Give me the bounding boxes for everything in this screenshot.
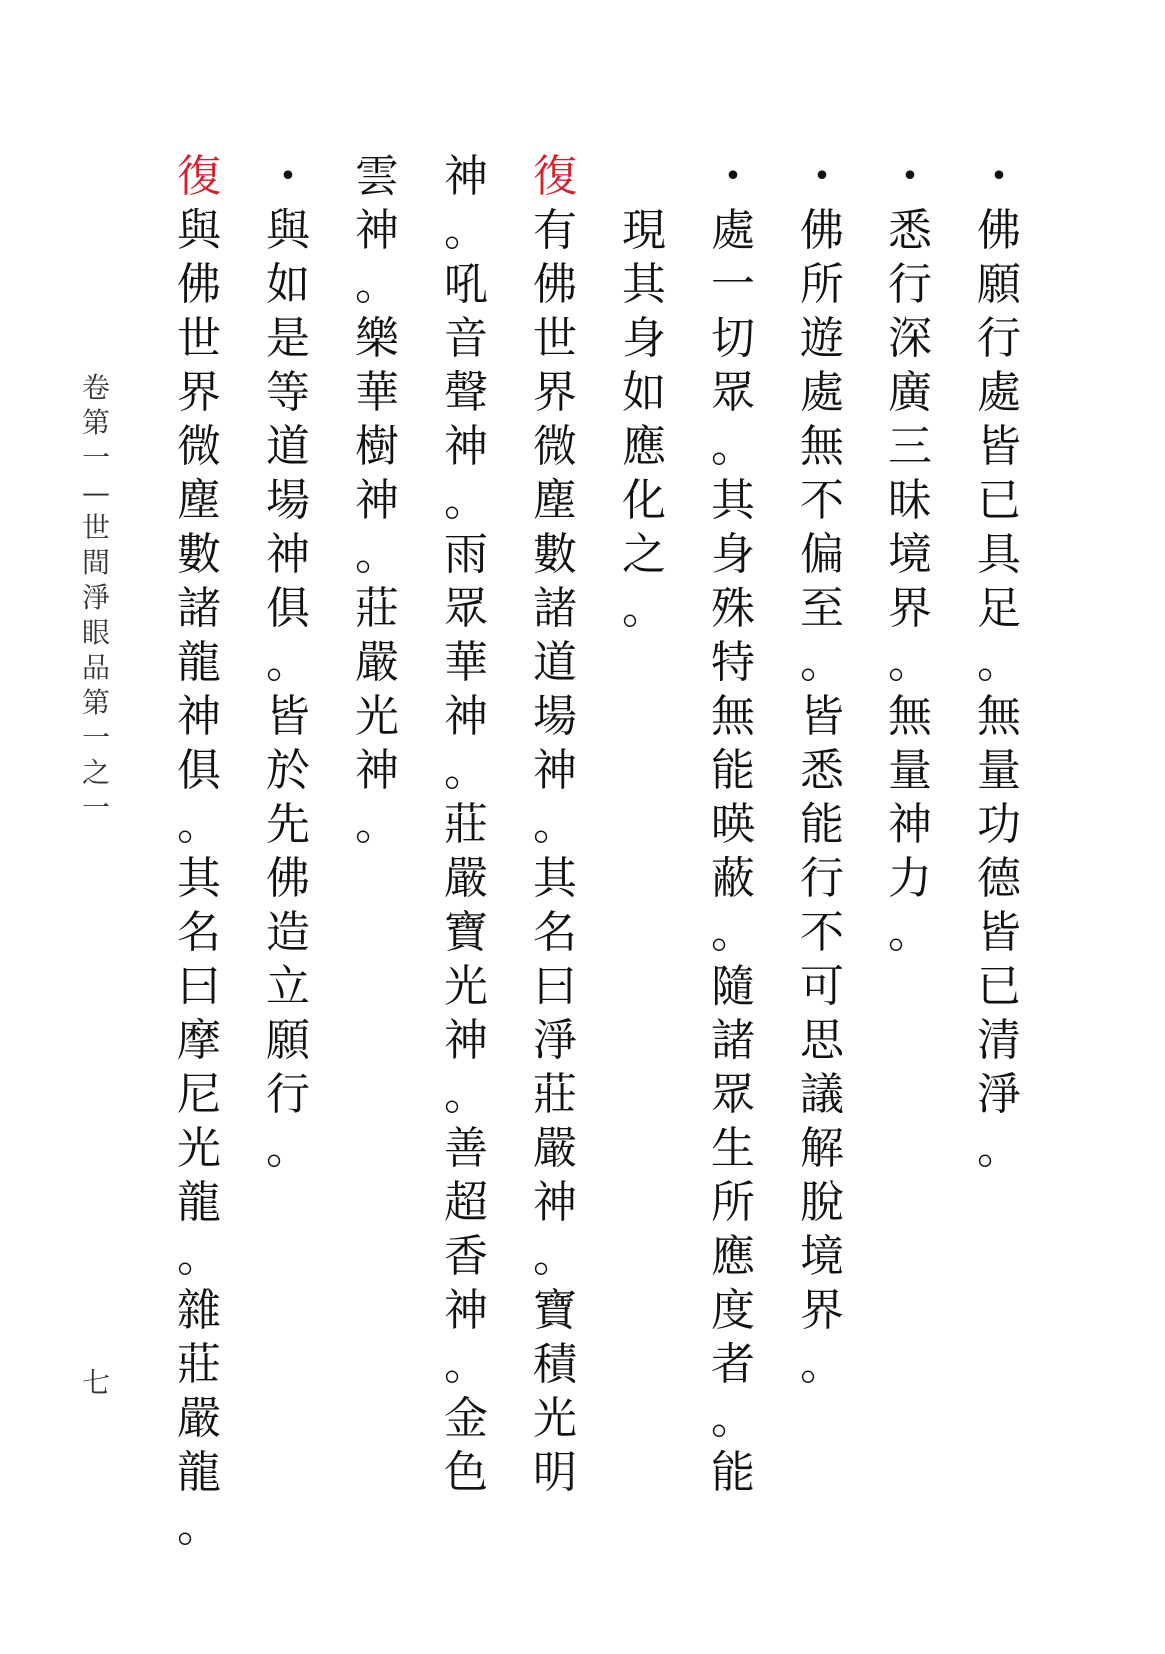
punctuation-mark: 。 <box>533 1231 577 1282</box>
glyph: 處 <box>977 367 1021 418</box>
text-column <box>256 150 320 1176</box>
text-column <box>434 150 498 1500</box>
glyph: 其 <box>533 853 577 904</box>
punctuation-mark: 。 <box>622 583 666 634</box>
glyph: 行 <box>266 1069 310 1120</box>
glyph: 能 <box>800 799 844 850</box>
glyph: 者 <box>711 1339 755 1390</box>
glyph: 先 <box>266 799 310 850</box>
glyph: 界 <box>177 367 221 418</box>
glyph: 如 <box>266 259 310 310</box>
glyph: 華 <box>355 367 399 418</box>
glyph: 無 <box>711 691 755 742</box>
glyph: 數 <box>177 529 221 580</box>
glyph: 佛 <box>177 259 221 310</box>
glyph: 淨 <box>533 1015 577 1066</box>
glyph: 於 <box>266 745 310 796</box>
punctuation-mark: 。 <box>266 637 310 688</box>
punctuation-mark: 。 <box>444 475 488 526</box>
glyph: 界 <box>888 583 932 634</box>
glyph: 深 <box>888 313 932 364</box>
glyph: 神 <box>444 1285 488 1336</box>
glyph: 量 <box>888 745 932 796</box>
glyph: 塵 <box>533 475 577 526</box>
glyph: 是 <box>266 313 310 364</box>
glyph: 金 <box>444 1393 488 1444</box>
glyph: 道 <box>266 421 310 472</box>
glyph: 現 <box>622 205 666 256</box>
glyph: 嚴 <box>444 853 488 904</box>
glyph: 與 <box>266 205 310 256</box>
glyph: 場 <box>533 691 577 742</box>
glyph: 眾 <box>711 367 755 418</box>
glyph: 行 <box>888 259 932 310</box>
glyph: 微 <box>177 421 221 472</box>
highlighted-glyph: 復 <box>533 151 577 202</box>
glyph: 力 <box>888 853 932 904</box>
glyph: 神 <box>177 691 221 742</box>
glyph: 微 <box>533 421 577 472</box>
glyph: 超 <box>444 1177 488 1228</box>
glyph: 無 <box>888 691 932 742</box>
punctuation-mark: 。 <box>711 421 755 472</box>
glyph: 曰 <box>177 961 221 1012</box>
bullet-mark: • <box>724 159 742 194</box>
glyph: 身 <box>622 313 666 364</box>
glyph: 寶 <box>444 907 488 958</box>
glyph: 音 <box>444 313 488 364</box>
glyph: 色 <box>444 1447 488 1498</box>
glyph: 境 <box>800 1231 844 1282</box>
glyph: 神 <box>266 529 310 580</box>
glyph: 龍 <box>177 1447 221 1498</box>
glyph: 數 <box>533 529 577 580</box>
glyph: 應 <box>711 1231 755 1282</box>
glyph: 光 <box>177 1123 221 1174</box>
glyph: 已 <box>977 475 1021 526</box>
glyph: 摩 <box>177 1015 221 1066</box>
glyph: 其 <box>177 853 221 904</box>
glyph: 與 <box>177 205 221 256</box>
glyph: 應 <box>622 421 666 472</box>
glyph: 善 <box>444 1123 488 1174</box>
glyph: 淨 <box>977 1069 1021 1120</box>
glyph: 量 <box>977 745 1021 796</box>
glyph: 莊 <box>355 583 399 634</box>
glyph: 隨 <box>711 961 755 1012</box>
footer-glyph: 品 <box>81 651 110 684</box>
glyph: 行 <box>977 313 1021 364</box>
punctuation-mark: 。 <box>977 1123 1021 1174</box>
glyph: 皆 <box>977 421 1021 472</box>
footer-glyph: 眼 <box>81 616 110 649</box>
glyph: 願 <box>266 1015 310 1066</box>
glyph: 功 <box>977 799 1021 850</box>
glyph: 之 <box>622 529 666 580</box>
glyph: 神 <box>444 421 488 472</box>
glyph: 雜 <box>177 1285 221 1336</box>
glyph: 諸 <box>533 583 577 634</box>
bullet-mark: • <box>990 159 1008 194</box>
glyph: 切 <box>711 313 755 364</box>
bullet-mark: • <box>901 159 919 194</box>
glyph: 能 <box>711 745 755 796</box>
text-column <box>790 150 854 1392</box>
glyph: 嚴 <box>355 637 399 688</box>
glyph: 嚴 <box>177 1393 221 1444</box>
glyph: 特 <box>711 637 755 688</box>
glyph: 尼 <box>177 1069 221 1120</box>
glyph: 雲 <box>355 151 399 202</box>
glyph: 俱 <box>266 583 310 634</box>
footer-glyph: 一 <box>81 721 110 754</box>
glyph: 樂 <box>355 313 399 364</box>
glyph: 神 <box>444 1015 488 1066</box>
glyph: 吼 <box>444 259 488 310</box>
glyph: 造 <box>266 907 310 958</box>
punctuation-mark: 。 <box>444 205 488 256</box>
footer-glyph: 第 <box>81 686 110 719</box>
glyph: 名 <box>177 907 221 958</box>
glyph: 雨 <box>444 529 488 580</box>
glyph: 至 <box>800 583 844 634</box>
glyph: 議 <box>800 1069 844 1120</box>
glyph: 俱 <box>177 745 221 796</box>
glyph: 等 <box>266 367 310 418</box>
glyph: 曰 <box>533 961 577 1012</box>
glyph: 不 <box>800 907 844 958</box>
glyph: 香 <box>444 1231 488 1282</box>
glyph: 願 <box>977 259 1021 310</box>
glyph: 可 <box>800 961 844 1012</box>
text-column <box>701 150 765 1500</box>
text-column <box>612 204 676 636</box>
glyph: 思 <box>800 1015 844 1066</box>
glyph: 世 <box>533 313 577 364</box>
glyph: 道 <box>533 637 577 688</box>
punctuation-mark: 。 <box>533 799 577 850</box>
glyph: 佛 <box>266 853 310 904</box>
punctuation-mark: 。 <box>177 799 221 850</box>
glyph: 皆 <box>977 907 1021 958</box>
glyph: 眾 <box>711 1069 755 1120</box>
glyph: 足 <box>977 583 1021 634</box>
punctuation-mark: 。 <box>266 1123 310 1174</box>
punctuation-mark: 。 <box>355 529 399 580</box>
glyph: 莊 <box>444 799 488 850</box>
glyph: 廣 <box>888 367 932 418</box>
glyph: 皆 <box>800 691 844 742</box>
glyph: 莊 <box>177 1339 221 1390</box>
glyph: 無 <box>977 691 1021 742</box>
glyph: 神 <box>355 745 399 796</box>
footer-glyph: 七 <box>81 1366 110 1399</box>
highlighted-glyph: 復 <box>177 151 221 202</box>
bullet-mark: • <box>813 159 831 194</box>
footer-glyph: 之 <box>81 756 110 789</box>
glyph: 神 <box>355 475 399 526</box>
glyph: 昧 <box>888 475 932 526</box>
glyph: 生 <box>711 1123 755 1174</box>
glyph: 能 <box>711 1447 755 1498</box>
glyph: 龍 <box>177 637 221 688</box>
text-column <box>967 150 1031 1176</box>
glyph: 其 <box>622 259 666 310</box>
glyph: 佛 <box>533 259 577 310</box>
glyph: 行 <box>800 853 844 904</box>
glyph: 世 <box>177 313 221 364</box>
glyph: 佛 <box>977 205 1021 256</box>
page-number <box>76 1365 116 1400</box>
glyph: 化 <box>622 475 666 526</box>
glyph: 諸 <box>177 583 221 634</box>
glyph: 神 <box>533 1177 577 1228</box>
glyph: 有 <box>533 205 577 256</box>
bullet-mark: • <box>279 159 297 194</box>
footer-glyph: 一 <box>81 791 110 824</box>
punctuation-mark: 。 <box>711 1393 755 1444</box>
glyph: 解 <box>800 1123 844 1174</box>
punctuation-mark: 。 <box>444 745 488 796</box>
glyph: 眾 <box>444 583 488 634</box>
glyph: 界 <box>533 367 577 418</box>
footer-glyph: — <box>82 476 110 509</box>
glyph: 名 <box>533 907 577 958</box>
glyph: 寶 <box>533 1285 577 1336</box>
punctuation-mark: 。 <box>177 1501 221 1552</box>
text-column <box>345 150 409 852</box>
punctuation-mark: 。 <box>711 907 755 958</box>
running-title <box>76 370 116 825</box>
glyph: 神 <box>533 745 577 796</box>
glyph: 所 <box>711 1177 755 1228</box>
glyph: 如 <box>622 367 666 418</box>
text-column <box>878 150 942 960</box>
glyph: 立 <box>266 961 310 1012</box>
glyph: 神 <box>355 205 399 256</box>
glyph: 悉 <box>888 205 932 256</box>
text-column <box>167 150 231 1554</box>
footer-glyph: 一 <box>81 441 110 474</box>
glyph: 嚴 <box>533 1123 577 1174</box>
glyph: 遊 <box>800 313 844 364</box>
glyph: 華 <box>444 637 488 688</box>
glyph: 清 <box>977 1015 1021 1066</box>
glyph: 塵 <box>177 475 221 526</box>
punctuation-mark: 。 <box>888 907 932 958</box>
glyph: 三 <box>888 421 932 472</box>
glyph: 光 <box>533 1393 577 1444</box>
glyph: 一 <box>711 259 755 310</box>
footer-glyph: 淨 <box>81 581 110 614</box>
punctuation-mark: 。 <box>888 637 932 688</box>
punctuation-mark: 。 <box>444 1339 488 1390</box>
punctuation-mark: 。 <box>177 1231 221 1282</box>
glyph: 悉 <box>800 745 844 796</box>
glyph: 神 <box>888 799 932 850</box>
glyph: 德 <box>977 853 1021 904</box>
punctuation-mark: 。 <box>800 637 844 688</box>
glyph: 所 <box>800 259 844 310</box>
glyph: 場 <box>266 475 310 526</box>
glyph: 度 <box>711 1285 755 1336</box>
glyph: 佛 <box>800 205 844 256</box>
punctuation-mark: 。 <box>800 1339 844 1390</box>
glyph: 處 <box>800 367 844 418</box>
punctuation-mark: 。 <box>355 799 399 850</box>
glyph: 龍 <box>177 1177 221 1228</box>
glyph: 暎 <box>711 799 755 850</box>
punctuation-mark: 。 <box>977 637 1021 688</box>
glyph: 不 <box>800 475 844 526</box>
glyph: 蔽 <box>711 853 755 904</box>
glyph: 莊 <box>533 1069 577 1120</box>
glyph: 身 <box>711 529 755 580</box>
glyph: 境 <box>888 529 932 580</box>
glyph: 神 <box>444 151 488 202</box>
glyph: 明 <box>533 1447 577 1498</box>
punctuation-mark: 。 <box>444 1069 488 1120</box>
glyph: 偏 <box>800 529 844 580</box>
glyph: 處 <box>711 205 755 256</box>
text-column <box>523 150 587 1500</box>
glyph: 聲 <box>444 367 488 418</box>
glyph: 具 <box>977 529 1021 580</box>
punctuation-mark: 。 <box>355 259 399 310</box>
glyph: 界 <box>800 1285 844 1336</box>
glyph: 光 <box>444 961 488 1012</box>
glyph: 積 <box>533 1339 577 1390</box>
glyph: 無 <box>800 421 844 472</box>
glyph: 光 <box>355 691 399 742</box>
glyph: 諸 <box>711 1015 755 1066</box>
glyph: 殊 <box>711 583 755 634</box>
footer-glyph: 世 <box>81 511 110 544</box>
glyph: 脫 <box>800 1177 844 1228</box>
footer-glyph: 第 <box>81 406 110 439</box>
footer-glyph: 卷 <box>81 371 110 404</box>
glyph: 樹 <box>355 421 399 472</box>
footer-glyph: 間 <box>81 546 110 579</box>
glyph: 神 <box>444 691 488 742</box>
glyph: 其 <box>711 475 755 526</box>
glyph: 已 <box>977 961 1021 1012</box>
glyph: 皆 <box>266 691 310 742</box>
